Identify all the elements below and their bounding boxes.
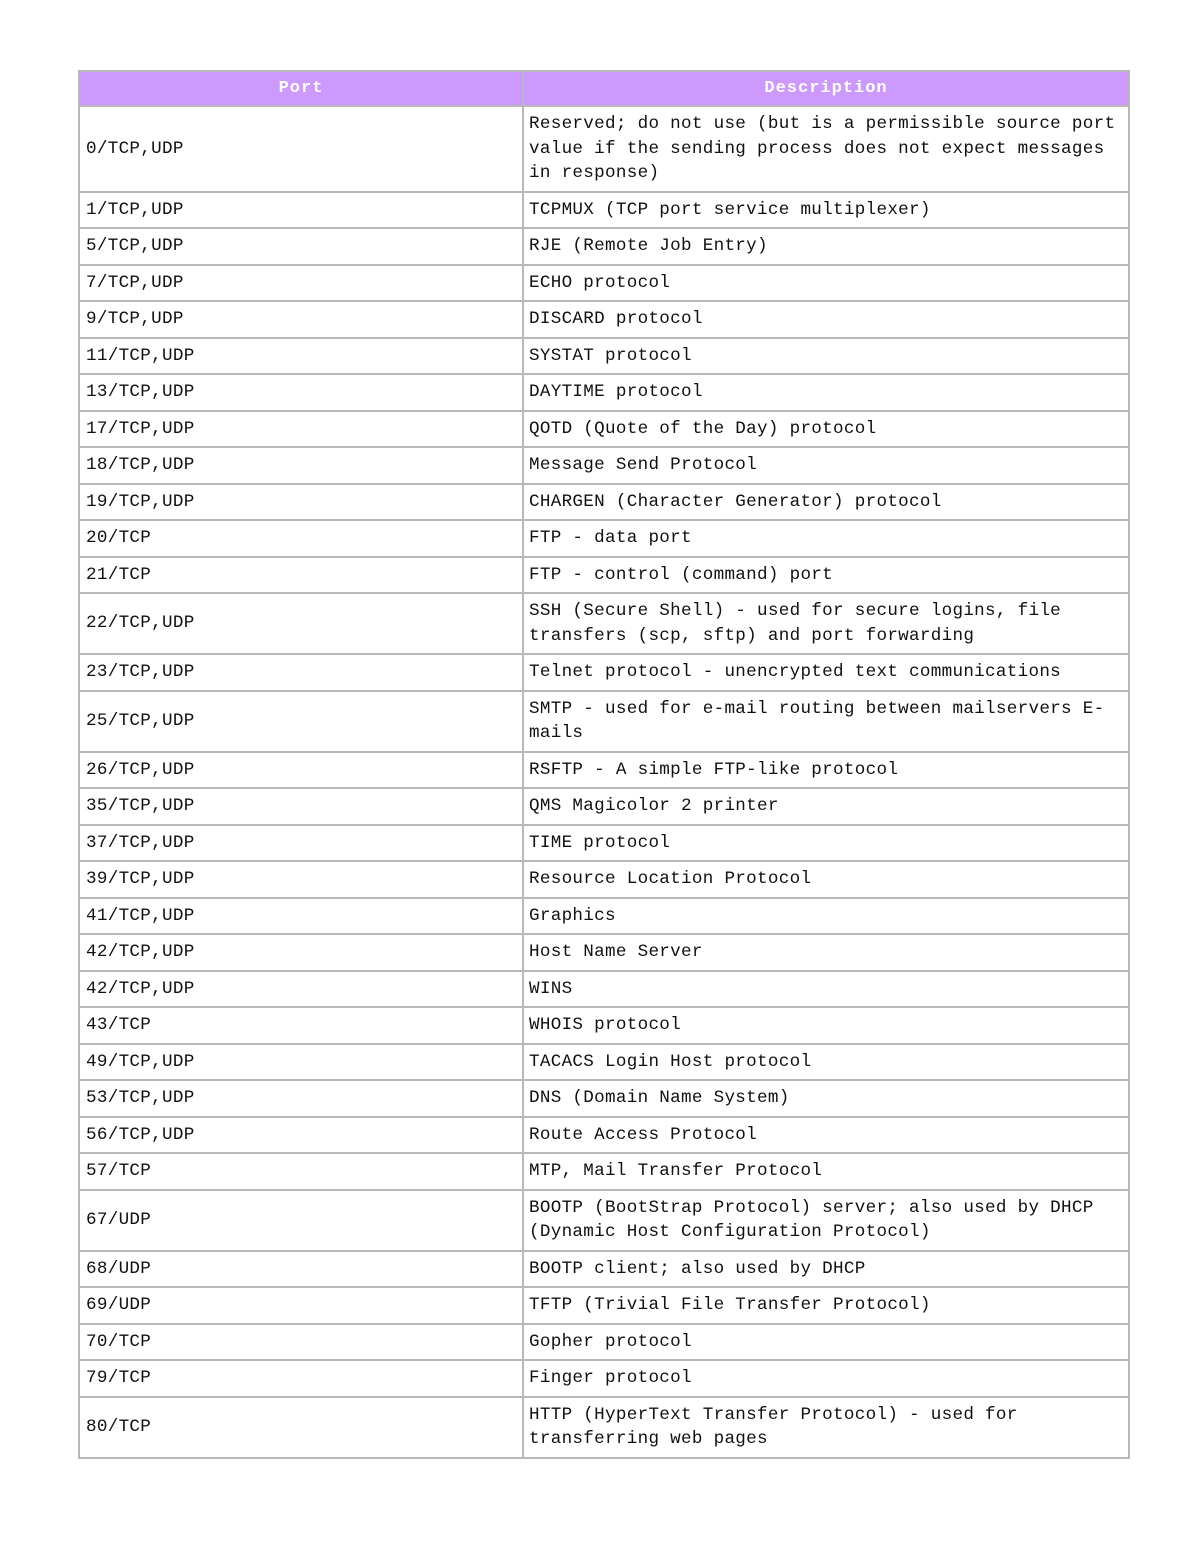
port-cell: 0/TCP,UDP [79, 106, 523, 192]
table-row [79, 1117, 1129, 1154]
description-cell: TACACS Login Host protocol [523, 1044, 1129, 1081]
description-cell: DISCARD protocol [523, 301, 1129, 338]
table-row [79, 861, 1129, 898]
table-row [79, 557, 1129, 594]
description-cell: Host Name Server [523, 934, 1129, 971]
port-cell: 80/TCP [79, 1397, 523, 1458]
port-cell: 42/TCP,UDP [79, 971, 523, 1008]
description-cell: QMS Magicolor 2 printer [523, 788, 1129, 825]
table-row [79, 934, 1129, 971]
description-cell: RSFTP - A simple FTP-like protocol [523, 752, 1129, 789]
port-cell: 19/TCP,UDP [79, 484, 523, 521]
port-cell: 5/TCP,UDP [79, 228, 523, 265]
port-cell: 26/TCP,UDP [79, 752, 523, 789]
port-cell: 23/TCP,UDP [79, 654, 523, 691]
table-row [79, 752, 1129, 789]
port-cell: 35/TCP,UDP [79, 788, 523, 825]
table-row [79, 1324, 1129, 1361]
port-cell: 25/TCP,UDP [79, 691, 523, 752]
description-column-header: Description [523, 71, 1129, 106]
description-cell: FTP - data port [523, 520, 1129, 557]
description-cell: TIME protocol [523, 825, 1129, 862]
description-cell: MTP, Mail Transfer Protocol [523, 1153, 1129, 1190]
port-cell: 18/TCP,UDP [79, 447, 523, 484]
port-cell: 79/TCP [79, 1360, 523, 1397]
table-body [79, 106, 1129, 1458]
table-row [79, 1080, 1129, 1117]
description-cell: FTP - control (command) port [523, 557, 1129, 594]
description-cell: HTTP (HyperText Transfer Protocol) - used for transferring web pages [523, 1397, 1129, 1458]
table-row [79, 788, 1129, 825]
table-row [79, 898, 1129, 935]
port-cell: 17/TCP,UDP [79, 411, 523, 448]
port-cell: 42/TCP,UDP [79, 934, 523, 971]
description-cell: Resource Location Protocol [523, 861, 1129, 898]
port-cell: 9/TCP,UDP [79, 301, 523, 338]
table-row [79, 971, 1129, 1008]
table-row [79, 691, 1129, 752]
port-cell: 49/TCP,UDP [79, 1044, 523, 1081]
table-row [79, 825, 1129, 862]
port-cell: 56/TCP,UDP [79, 1117, 523, 1154]
description-cell: Graphics [523, 898, 1129, 935]
description-cell: RJE (Remote Job Entry) [523, 228, 1129, 265]
table-row [79, 228, 1129, 265]
description-cell: SMTP - used for e-mail routing between mailservers E-mails [523, 691, 1129, 752]
port-cell: 53/TCP,UDP [79, 1080, 523, 1117]
description-cell: Message Send Protocol [523, 447, 1129, 484]
ports-table [78, 70, 1130, 1459]
table-row [79, 447, 1129, 484]
table-row [79, 1397, 1129, 1458]
description-cell: DAYTIME protocol [523, 374, 1129, 411]
port-cell: 1/TCP,UDP [79, 192, 523, 229]
table-row [79, 1153, 1129, 1190]
table-header [79, 71, 1129, 106]
port-cell: 13/TCP,UDP [79, 374, 523, 411]
port-cell: 68/UDP [79, 1251, 523, 1288]
table-row [79, 106, 1129, 192]
table-row [79, 192, 1129, 229]
port-cell: 7/TCP,UDP [79, 265, 523, 302]
port-cell: 43/TCP [79, 1007, 523, 1044]
description-cell: TFTP (Trivial File Transfer Protocol) [523, 1287, 1129, 1324]
description-cell: Route Access Protocol [523, 1117, 1129, 1154]
table-row [79, 484, 1129, 521]
port-cell: 20/TCP [79, 520, 523, 557]
description-cell: Gopher protocol [523, 1324, 1129, 1361]
description-cell: BOOTP client; also used by DHCP [523, 1251, 1129, 1288]
table-row [79, 1190, 1129, 1251]
table-row [79, 1251, 1129, 1288]
description-cell: ECHO protocol [523, 265, 1129, 302]
port-cell: 67/UDP [79, 1190, 523, 1251]
port-cell: 22/TCP,UDP [79, 593, 523, 654]
port-cell: 21/TCP [79, 557, 523, 594]
header-row [79, 71, 1129, 106]
description-cell: SYSTAT protocol [523, 338, 1129, 375]
table-row [79, 1360, 1129, 1397]
table-row [79, 1044, 1129, 1081]
table-row [79, 265, 1129, 302]
table-row [79, 411, 1129, 448]
table-row [79, 338, 1129, 375]
table-row [79, 654, 1129, 691]
port-cell: 57/TCP [79, 1153, 523, 1190]
port-cell: 39/TCP,UDP [79, 861, 523, 898]
description-cell: QOTD (Quote of the Day) protocol [523, 411, 1129, 448]
table-row [79, 593, 1129, 654]
description-cell: WINS [523, 971, 1129, 1008]
table-row [79, 520, 1129, 557]
description-cell: BOOTP (BootStrap Protocol) server; also used by DHCP (Dynamic Host Configuration Protocol) [523, 1190, 1129, 1251]
port-cell: 70/TCP [79, 1324, 523, 1361]
table-row [79, 374, 1129, 411]
description-cell: SSH (Secure Shell) - used for secure logins, file transfers (scp, sftp) and port forwarding [523, 593, 1129, 654]
description-cell: WHOIS protocol [523, 1007, 1129, 1044]
description-cell: Finger protocol [523, 1360, 1129, 1397]
description-cell: TCPMUX (TCP port service multiplexer) [523, 192, 1129, 229]
table-row [79, 1007, 1129, 1044]
description-cell: Reserved; do not use (but is a permissible source port value if the sending process does not expect messages in response) [523, 106, 1129, 192]
description-cell: DNS (Domain Name System) [523, 1080, 1129, 1117]
port-column-header: Port [79, 71, 523, 106]
port-cell: 69/UDP [79, 1287, 523, 1324]
port-cell: 37/TCP,UDP [79, 825, 523, 862]
port-cell: 11/TCP,UDP [79, 338, 523, 375]
table-row [79, 301, 1129, 338]
description-cell: Telnet protocol - unencrypted text communications [523, 654, 1129, 691]
port-cell: 41/TCP,UDP [79, 898, 523, 935]
table-row [79, 1287, 1129, 1324]
description-cell: CHARGEN (Character Generator) protocol [523, 484, 1129, 521]
